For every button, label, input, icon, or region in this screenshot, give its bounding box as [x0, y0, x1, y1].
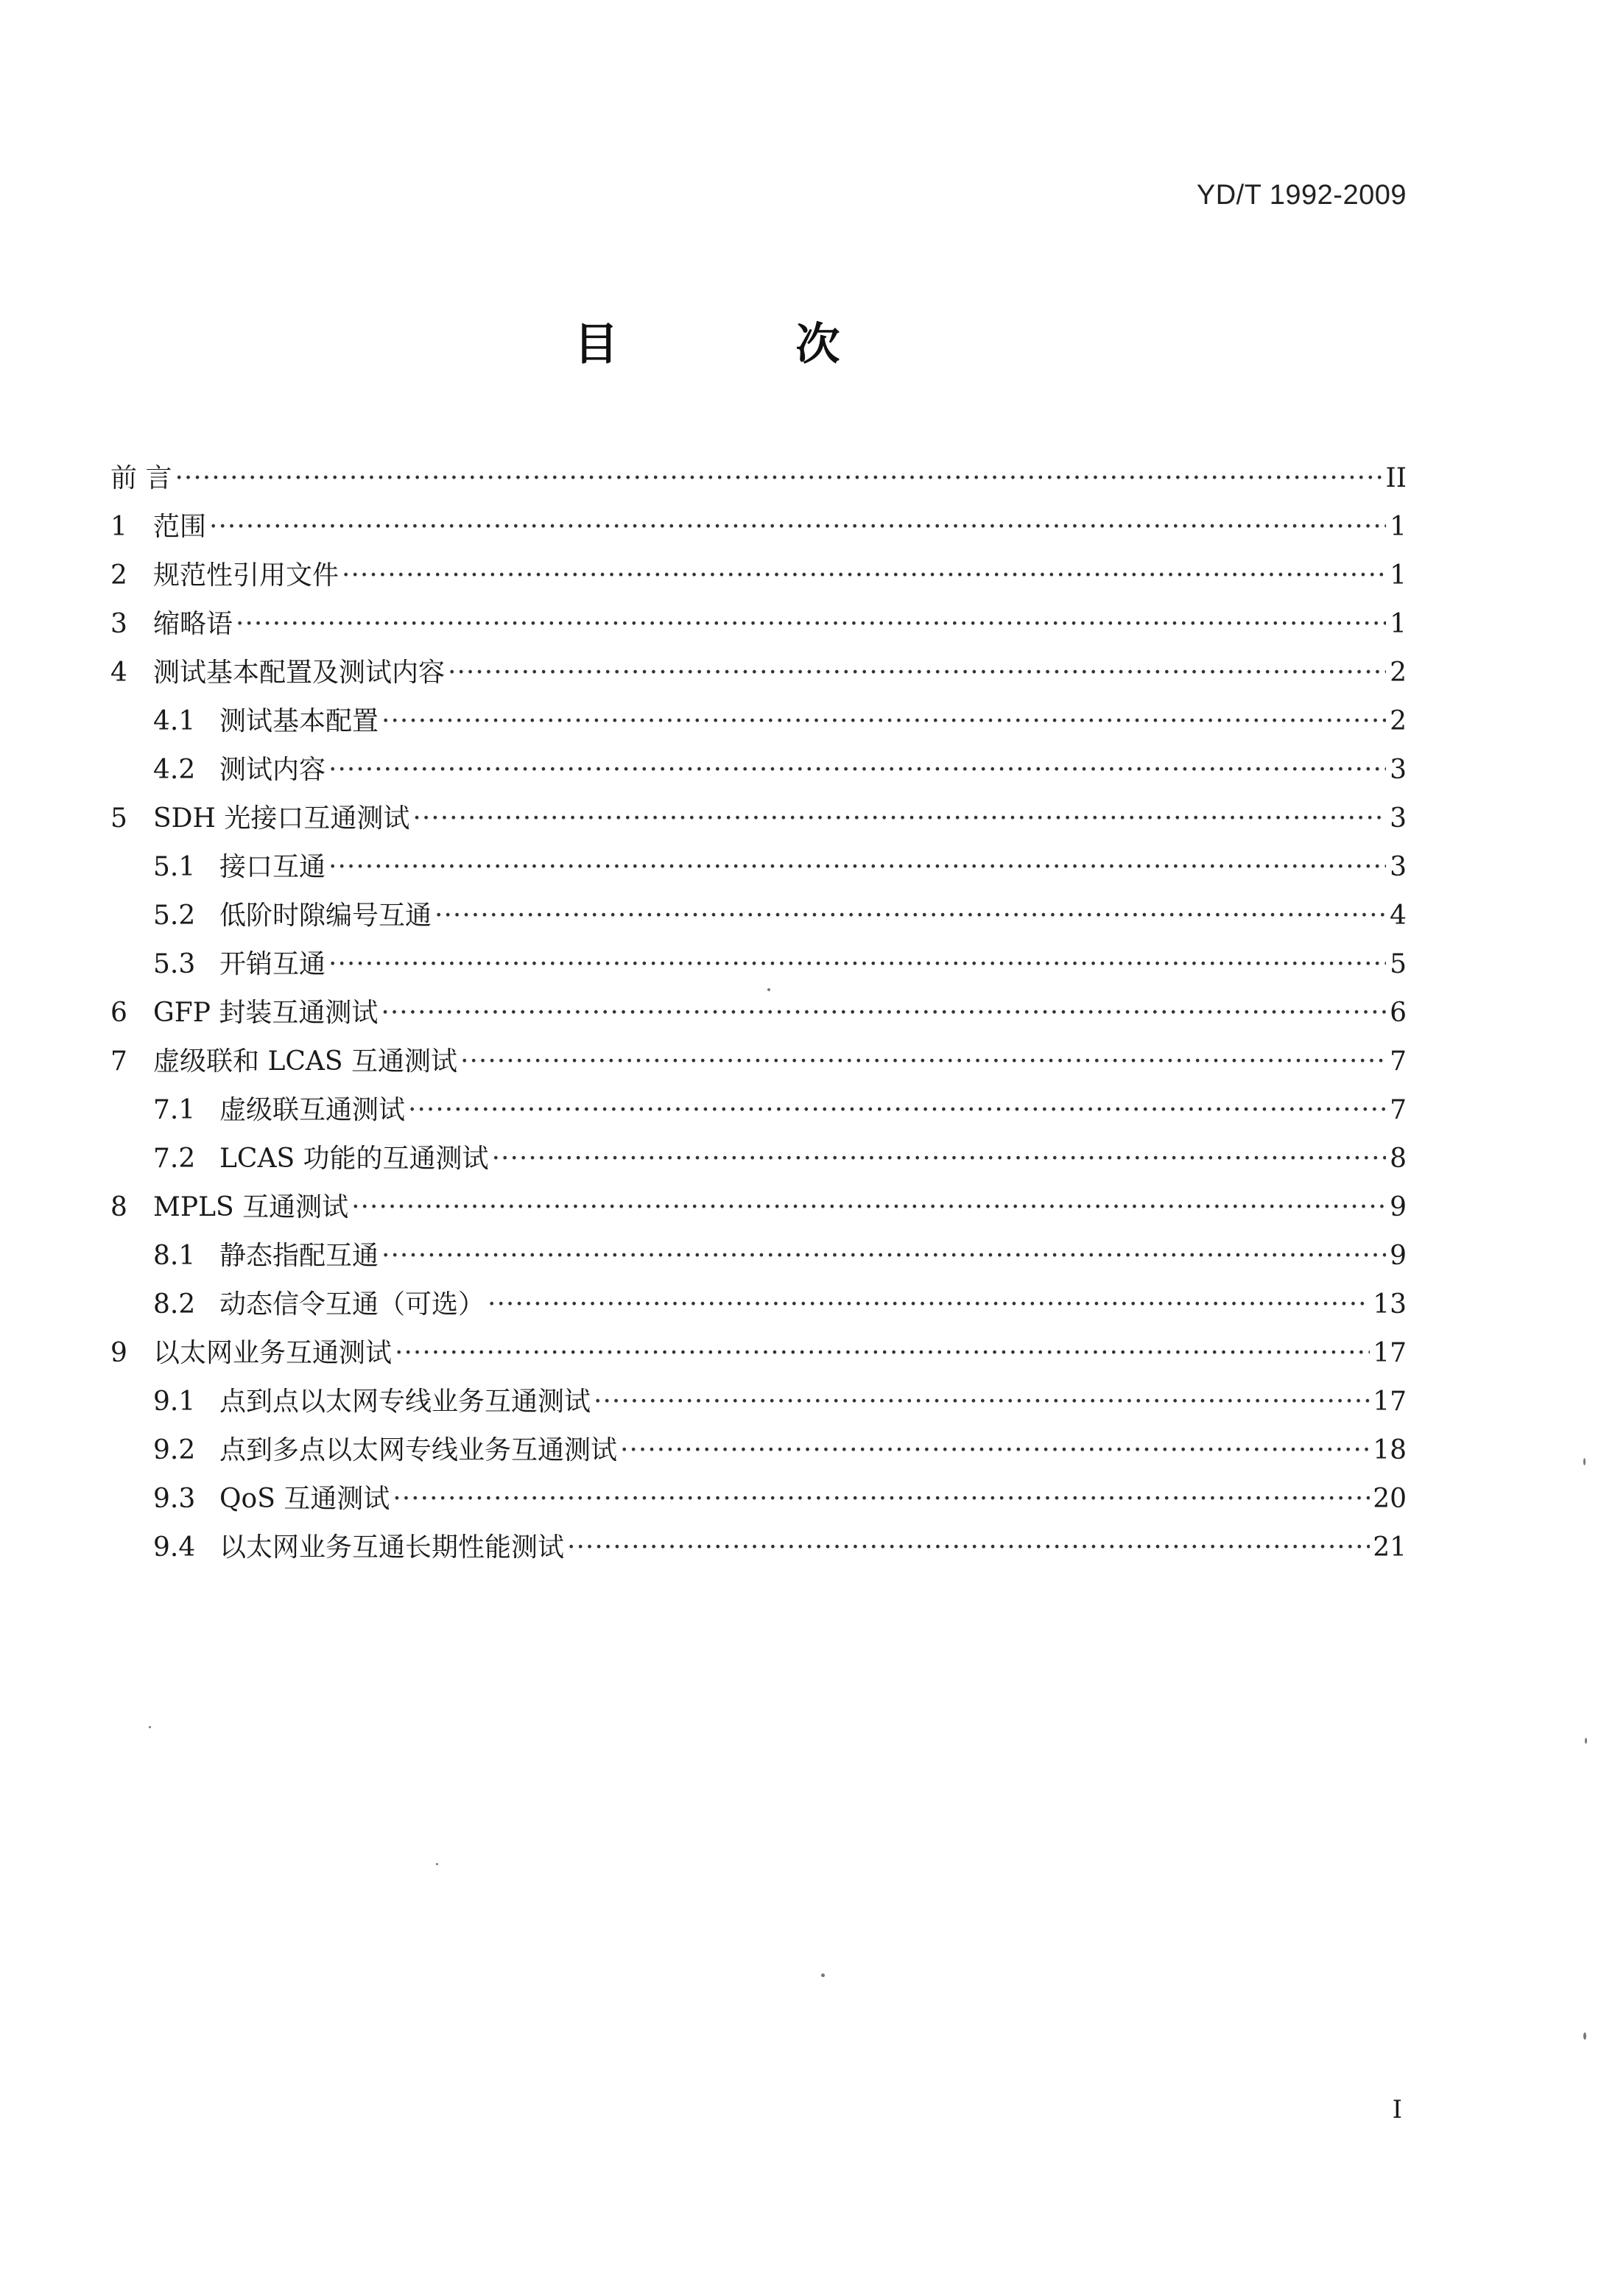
toc-dot-leader: [434, 892, 1386, 940]
toc-entry-page: 4: [1390, 901, 1407, 931]
toc-entry-number: 7.1: [153, 1095, 196, 1125]
toc-dot-leader: [328, 940, 1386, 989]
toc-entry-title: 测试基本配置及测试内容: [153, 658, 446, 688]
toc-entry[interactable]: [110, 746, 1407, 795]
toc-dot-leader: [594, 1378, 1370, 1426]
toc-dot-leader: [448, 649, 1386, 697]
toc-entry-page: 7: [1390, 1095, 1407, 1125]
toc-entry-page: 2: [1390, 706, 1407, 736]
toc-dot-leader: [395, 1329, 1370, 1378]
toc-entry[interactable]: [110, 1086, 1407, 1135]
toc-entry-number: 9: [110, 1338, 127, 1368]
toc-entry[interactable]: [110, 1281, 1407, 1329]
toc-dot-leader: [342, 552, 1386, 600]
toc-entry-title: 虚级联互通测试: [219, 1095, 406, 1125]
toc-entry-number: 4: [110, 658, 127, 688]
toc-entry-page: 8: [1390, 1144, 1407, 1174]
toc-entry[interactable]: [110, 1232, 1407, 1281]
toc-entry-page: 17: [1373, 1387, 1407, 1417]
toc-entry[interactable]: [110, 1183, 1407, 1232]
toc-entry[interactable]: [110, 1329, 1407, 1378]
toc-entry-title: 低阶时隙编号互通: [219, 901, 432, 931]
scan-speck: [767, 988, 770, 991]
toc-entry[interactable]: [110, 989, 1407, 1038]
toc-dot-leader: [209, 503, 1386, 552]
toc-entry-number: 8.1: [153, 1241, 196, 1271]
toc-entry-number: 7: [110, 1046, 127, 1077]
toc-entry-number: 6: [110, 998, 127, 1028]
toc-dot-leader: [488, 1281, 1370, 1329]
toc-entry-page: 9: [1390, 1192, 1407, 1222]
toc-entry-title: 开销互通: [219, 949, 326, 979]
toc-dot-leader: [381, 1232, 1386, 1281]
scan-speck: [821, 1973, 825, 1977]
toc-entry-title: 动态信令互通（可选）: [219, 1289, 485, 1320]
toc-entry[interactable]: [110, 454, 1407, 503]
toc-dot-leader: [492, 1135, 1386, 1183]
toc-entry-page: 1: [1390, 609, 1407, 639]
toc-entry[interactable]: [110, 1426, 1407, 1475]
scan-speck: [1583, 2032, 1586, 2040]
toc-entry-page: 20: [1373, 1484, 1407, 1514]
toc-entry-page: 18: [1373, 1435, 1407, 1465]
toc-entry[interactable]: [110, 697, 1407, 746]
scan-speck: [149, 1726, 151, 1728]
toc-entry-title: SDH 光接口互通测试: [153, 803, 410, 834]
toc-entry-title: MPLS 互通测试: [153, 1192, 349, 1222]
toc-dot-leader: [328, 746, 1386, 795]
toc-entry-page: 21: [1373, 1532, 1407, 1563]
toc-entry-title: 点到点以太网专线业务互通测试: [219, 1387, 591, 1417]
toc-dot-leader: [567, 1524, 1370, 1572]
toc-entry-page: 7: [1390, 1046, 1407, 1077]
toc-entry[interactable]: [110, 1135, 1407, 1183]
toc-entry-page: 3: [1390, 803, 1407, 834]
toc-entry-number: 4.2: [153, 755, 196, 785]
toc-entry-number: 9.2: [153, 1435, 196, 1465]
toc-entry[interactable]: [110, 1038, 1407, 1086]
toc-dot-leader: [412, 795, 1386, 843]
toc-entry-title: 以太网业务互通测试: [153, 1338, 393, 1368]
toc-dot-leader: [460, 1038, 1386, 1086]
toc-entry-page: 13: [1373, 1289, 1407, 1320]
document-code: YD/T 1992-2009: [1196, 180, 1407, 211]
toc-entry-page: 2: [1390, 658, 1407, 688]
toc-entry-page: II: [1385, 463, 1407, 493]
toc-dot-leader: [381, 697, 1386, 746]
toc-entry-title: 范围: [153, 512, 207, 542]
toc-entry-title: 静态指配互通: [219, 1241, 379, 1271]
scan-speck: [1583, 1458, 1586, 1465]
toc-entry-page: 1: [1390, 512, 1407, 542]
page-number: I: [1392, 2095, 1402, 2124]
toc-entry-number: 9.1: [153, 1387, 196, 1417]
toc-entry[interactable]: [110, 600, 1407, 649]
toc-entry-page: 1: [1390, 560, 1407, 591]
toc-dot-leader: [328, 843, 1386, 892]
toc-dot-leader: [408, 1086, 1386, 1135]
toc-entry-number: 5.3: [153, 949, 196, 979]
toc-dot-leader: [175, 454, 1382, 503]
toc-entry-title: 虚级联和 LCAS 互通测试: [153, 1046, 457, 1077]
toc-entry-number: 8.2: [153, 1289, 196, 1320]
toc-entry-number: 9.4: [153, 1532, 196, 1563]
toc-entry-title: 测试基本配置: [219, 706, 379, 736]
toc-entry-number: 2: [110, 560, 127, 591]
scan-speck: [1585, 1738, 1587, 1744]
toc-entry-page: 3: [1390, 852, 1407, 882]
toc-entry-title: GFP 封装互通测试: [153, 998, 379, 1028]
toc-entry-number: 5: [110, 803, 127, 834]
toc-entry[interactable]: [110, 552, 1407, 600]
toc-entry[interactable]: [110, 649, 1407, 697]
toc-entry[interactable]: [110, 940, 1407, 989]
toc-entry-title: 规范性引用文件: [153, 560, 339, 591]
toc-entry-title: 缩略语: [153, 609, 233, 639]
table-of-contents: [110, 454, 1407, 1572]
toc-entry-number: 7.2: [153, 1144, 196, 1174]
toc-entry-number: 4.1: [153, 706, 196, 736]
toc-dot-leader: [381, 989, 1386, 1038]
toc-entry-title: LCAS 功能的互通测试: [219, 1144, 489, 1174]
toc-entry[interactable]: [110, 503, 1407, 552]
toc-entry-page: 3: [1390, 755, 1407, 785]
scan-speck: [436, 1863, 438, 1865]
toc-entry-title: 接口互通: [219, 852, 326, 882]
toc-dot-leader: [393, 1475, 1370, 1524]
toc-entry[interactable]: [110, 1524, 1407, 1572]
toc-dot-leader: [351, 1183, 1386, 1232]
toc-entry-page: 6: [1390, 998, 1407, 1028]
toc-dot-leader: [236, 600, 1386, 649]
toc-entry-number: 5.1: [153, 852, 196, 882]
toc-entry-page: 17: [1373, 1338, 1407, 1368]
toc-dot-leader: [620, 1426, 1370, 1475]
toc-entry-title: QoS 互通测试: [219, 1484, 390, 1514]
toc-entry-page: 9: [1390, 1241, 1407, 1271]
toc-entry-number: 5.2: [153, 901, 196, 931]
toc-entry[interactable]: [110, 843, 1407, 892]
toc-entry-number: 9.3: [153, 1484, 196, 1514]
toc-entry-title: 点到多点以太网专线业务互通测试: [219, 1435, 618, 1465]
toc-entry[interactable]: [110, 1475, 1407, 1524]
toc-entry[interactable]: [110, 892, 1407, 940]
toc-entry-number: 1: [110, 512, 127, 542]
toc-entry[interactable]: [110, 1378, 1407, 1426]
toc-entry-number: 3: [110, 609, 127, 639]
toc-entry-number: 8: [110, 1192, 127, 1222]
toc-entry-title: 以太网业务互通长期性能测试: [219, 1532, 565, 1563]
toc-entry[interactable]: [110, 795, 1407, 843]
toc-entry-title: 测试内容: [219, 755, 326, 785]
toc-entry-title: 前 言: [110, 463, 172, 493]
page-title: 目 次: [574, 319, 921, 370]
toc-entry-page: 5: [1390, 949, 1407, 979]
